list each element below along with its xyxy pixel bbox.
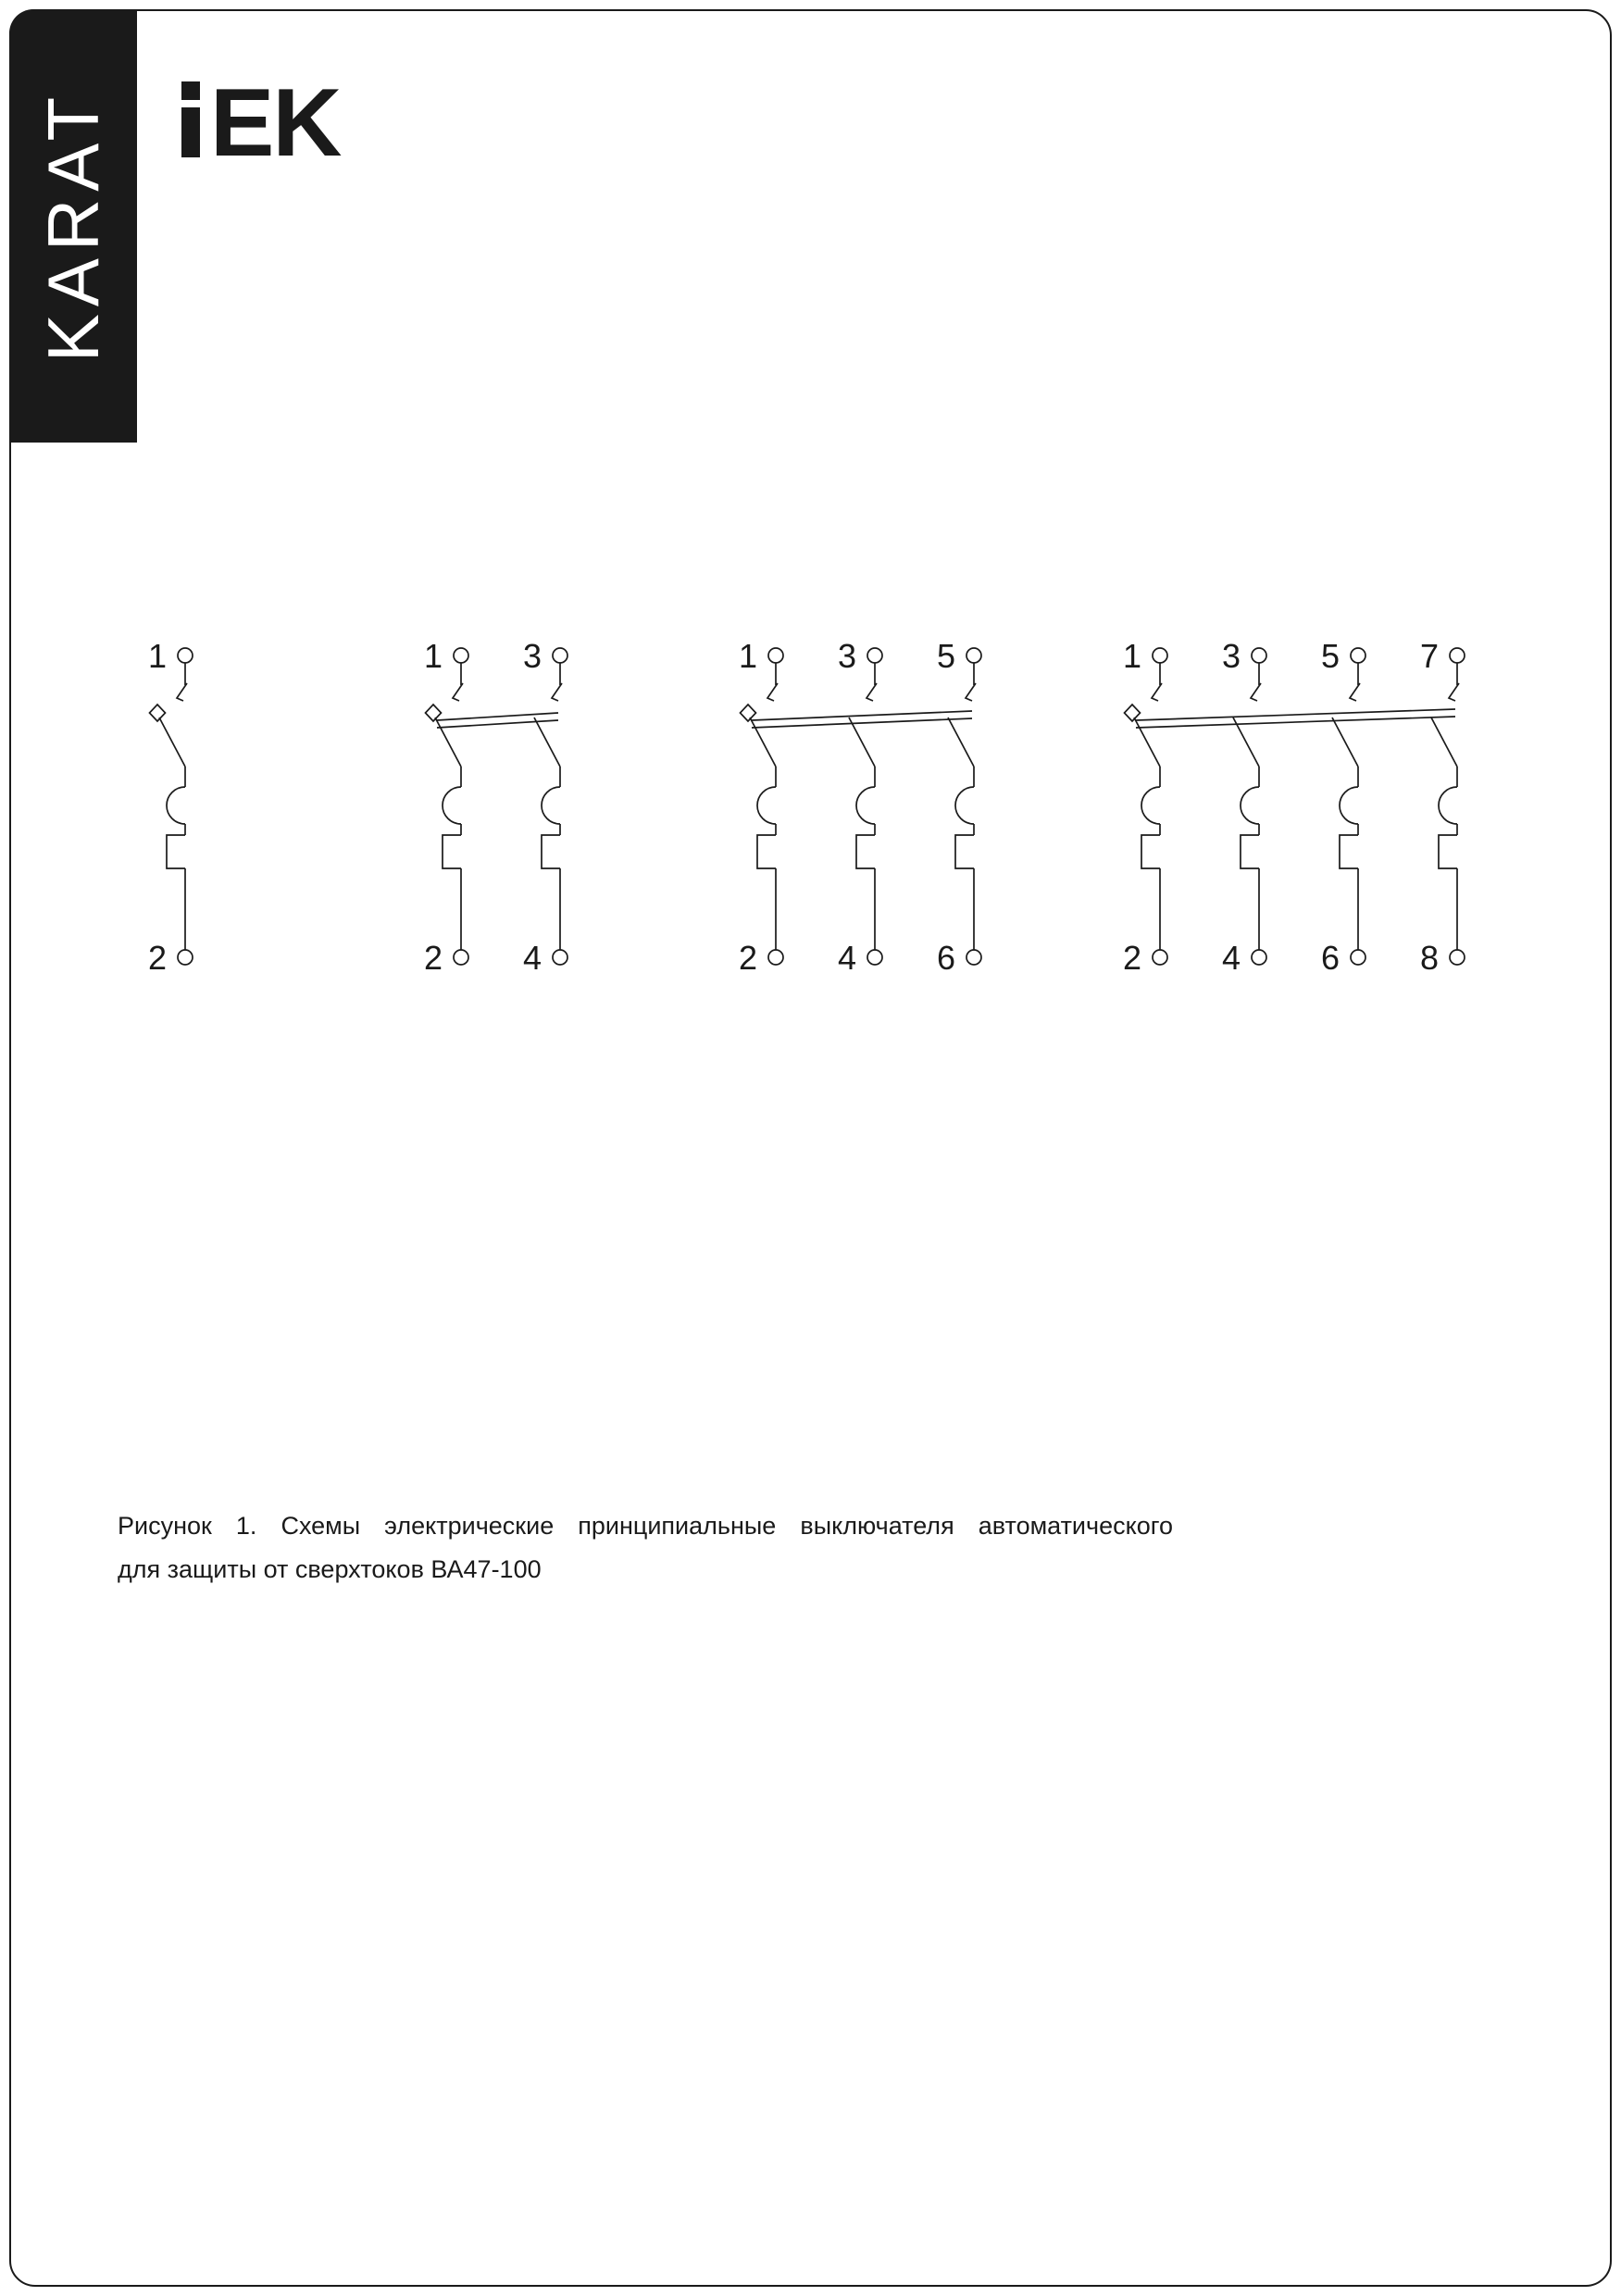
release-square-icon: [1125, 705, 1141, 721]
page-border: [9, 9, 1612, 2287]
pole-symbol: [1332, 648, 1365, 965]
pole-symbol: [435, 648, 468, 965]
logo-ek-text: EK: [210, 69, 341, 177]
linkage-line: [752, 711, 972, 720]
terminal-label-top: 1: [423, 639, 443, 675]
terminal-label-bottom: 2: [423, 939, 443, 977]
linkage-line: [437, 720, 558, 728]
terminal-label-top: 3: [1221, 639, 1241, 675]
release-square-icon: [741, 705, 756, 721]
terminal-label-bottom: 6: [1320, 939, 1340, 977]
brand-tab: [9, 9, 137, 443]
terminal-label-top: 1: [738, 639, 757, 675]
schematic-3pole: [720, 639, 1029, 978]
pole-symbol: [1431, 648, 1465, 965]
terminal-label-bottom: 4: [522, 939, 542, 977]
figure-caption-line2: для защиты от сверхтоков ВА47-100: [118, 1554, 542, 1583]
schematic-2pole: [405, 639, 616, 978]
terminal-label-bottom: 4: [1221, 939, 1241, 977]
terminal-label-bottom: 2: [738, 939, 757, 977]
terminal-label-top: 1: [147, 639, 167, 675]
terminal-label-bottom: 4: [837, 939, 856, 977]
release-square-icon: [426, 705, 442, 721]
terminal-label-top: 5: [1320, 639, 1340, 675]
pole-symbol: [750, 648, 783, 965]
terminal-label-bottom: 8: [1419, 939, 1439, 977]
release-square-icon: [150, 705, 166, 721]
figure-caption: [118, 1507, 1173, 1588]
figure-caption-line1: Рисунок 1. Схемы электрические принципиальные выключателя автоматического: [118, 1512, 1173, 1540]
pole-symbol: [534, 648, 567, 965]
linkage-line: [752, 718, 972, 728]
terminal-label-bottom: 2: [147, 939, 167, 977]
terminal-label-top: 1: [1122, 639, 1141, 675]
pole-symbol: [159, 648, 193, 965]
logo-i-dot-icon: [181, 81, 200, 100]
series-name: KARAT: [32, 89, 115, 363]
terminal-label-top: 3: [837, 639, 856, 675]
pole-symbol: [1134, 648, 1167, 965]
terminal-label-top: 7: [1419, 639, 1439, 675]
logo-i-stem-icon: [181, 107, 200, 157]
pole-symbol: [849, 648, 882, 965]
terminal-label-bottom: 6: [936, 939, 955, 977]
schematic-4pole: [1104, 639, 1513, 978]
terminal-label-bottom: 2: [1122, 939, 1141, 977]
pole-symbol: [1233, 648, 1266, 965]
iek-logo: [181, 69, 394, 177]
schematic-1pole: [130, 639, 241, 978]
linkage-line: [437, 713, 558, 720]
terminal-label-top: 5: [936, 639, 955, 675]
terminal-label-top: 3: [522, 639, 542, 675]
pole-symbol: [948, 648, 981, 965]
